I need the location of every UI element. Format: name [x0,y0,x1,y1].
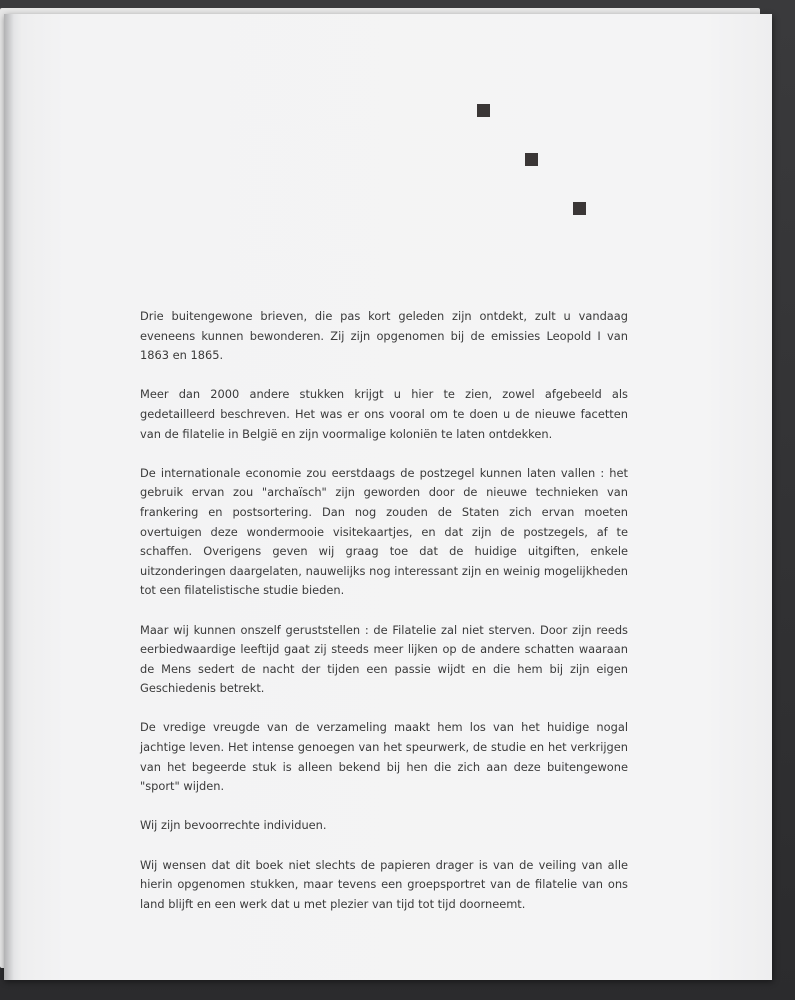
gutter-shadow [4,14,14,980]
paragraph-7: Wij wensen dat dit boek niet slechts de papieren drager is van de veiling van alle hierin opgenomen stukken, maar tevens een groepsportret van de filatelie van ons land blijft en een werk dat u met plezier van tijd tot tijd doorneemt. [140,857,628,911]
decorative-square-icon [525,153,538,166]
paragraph-1: Drie buitengewone brieven, die pas kort geleden zijn ontdekt, zult u vandaag eveneens kunnen bewonderen. Zij zijn opgenomen bij de emissies Leopold I van 1863 en 1865. [140,309,628,363]
decorative-square-icon [573,202,586,215]
paragraph-5: De vredige vreugde van de verzameling maakt hem los van het huidige nogal jachtige leven. Het intense genoegen van het speurwerk, de studie en het verkrijgen van het begeerde stuk is alleen bekend bij hen die zich aan deze buitengewone "sport" wijden. [140,720,628,794]
paragraph-4: Maar wij kunnen onszelf geruststellen : de Filatelie zal niet sterven. Door zijn reeds eerbiedwaardige leeftijd gaat zij steeds meer lijken op de andere schatten waaraan de Mens sedert de nacht der tijden een passie wijdt en die hem bij zijn eigen Geschiedenis betrekt. [140,622,628,696]
paragraph-6: Wij zijn bevoorrechte individuen. [140,818,327,833]
body-text [140,307,628,934]
decorative-square-icon [477,104,490,117]
book-page [4,14,772,980]
paragraph-3: De internationale economie zou eerstdaags de postzegel kunnen laten vallen : het gebruik ervan zou "archaïsch" zijn geworden door de nieuwe technieken van frankering en postsortering. Dan nog zouden de Staten zich ervan moeten overtuigen deze wondermooie visitekaartjes, en dat zijn de postzegels, af te schaffen. Overigens geven wij graag toe dat de huidige uitgiften, enkele uitzonderingen daargelaten, nauwelijks nog interessant zijn en weinig mogelijkheden tot een filatelistische studie bieden. [140,465,628,598]
paragraph-2: Meer dan 2000 andere stukken krijgt u hier te zien, zowel afgebeeld als gedetailleerd beschreven. Het was er ons vooral om te doen u de nieuwe facetten van de filatelie in België en zijn voormalige koloniën te laten ontdekken. [140,387,628,441]
